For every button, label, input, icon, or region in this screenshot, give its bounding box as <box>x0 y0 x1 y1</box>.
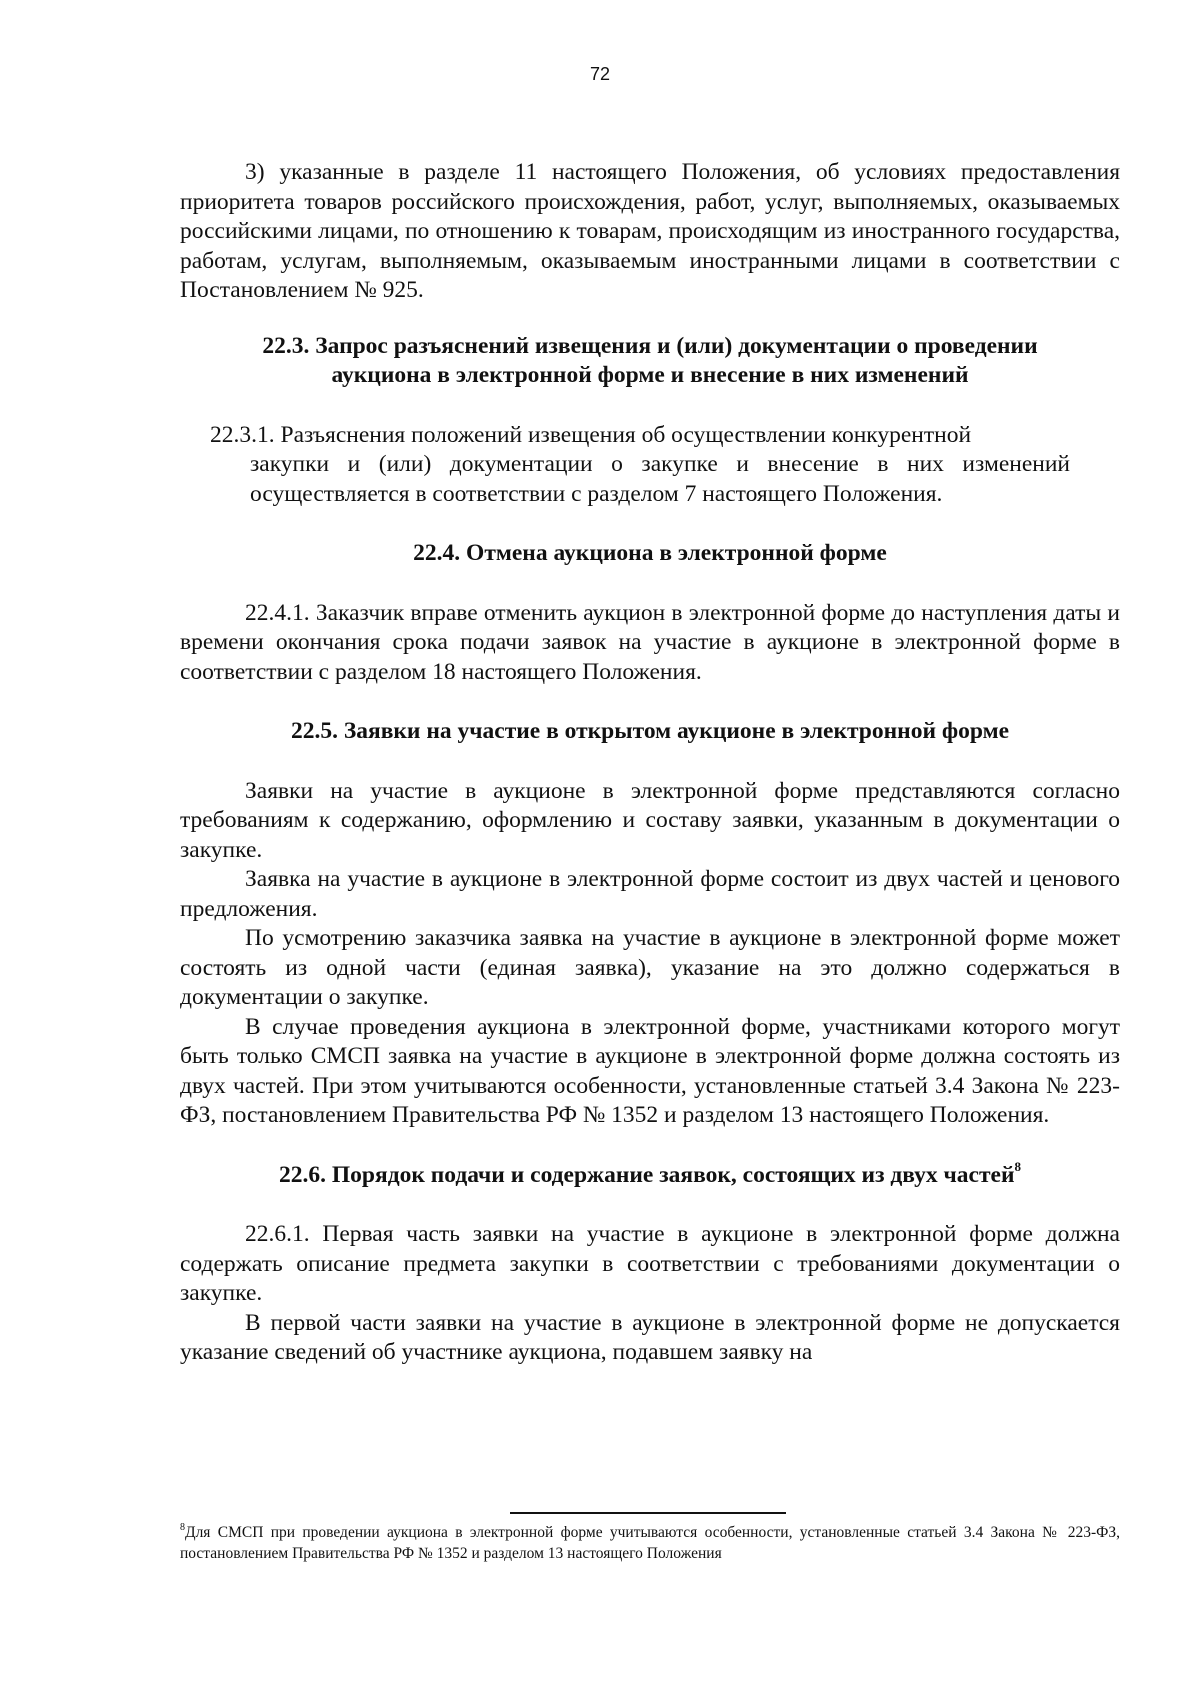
section-22-4-1-paragraph: 22.4.1. Заказчик вправе отменить аукцион в электронной форме до наступления даты и времени окончания срока подачи заявок на участие в аукционе в электронной форме в соответствии с разделом 18 настоящего Положения. <box>180 599 1120 685</box>
section-22-5-paragraph-2: Заявка на участие в аукционе в электронной форме состоит из двух частей и ценового предложения. <box>180 866 1120 922</box>
section-22-5-paragraph-1: Заявки на участие в аукционе в электронной форме представляются согласно требованиям к содержанию, оформлению и составу заявки, указанным в документации о закупке. <box>180 777 1120 863</box>
paragraph-item-3: 3) указанные в разделе 11 настоящего Положения, об условиях предоставления приоритета товаров российского происхождения, работ, услуг, выполняемых, оказываемых российскими лицами, по отношению к товарам, происходящим из иностранного государства, работам, услугам, выполняемым, оказываемым иностранными лицами в соответствии с Постановлением № 925. <box>180 159 1120 303</box>
section-22-5 <box>180 717 1120 1131</box>
page-body <box>180 158 1120 1368</box>
section-22-3-title-line1: 22.3. Запрос разъяснений извещения и (или) документации о проведении <box>262 332 1038 359</box>
page-number: 72 <box>589 64 611 84</box>
section-22-3-title-line2: аукциона в электронной форме и внесение в них изменений <box>331 362 969 388</box>
section-22-3-1-rest: закупки и (или) документации о закупке и внесение в них изменений осуществляется в соответствии с разделом 7 настоящего Положения. <box>250 451 1070 507</box>
section-22-6-title-text: 22.6. Порядок подачи и содержание заявок, состоящих из двух частей <box>279 1161 1015 1188</box>
section-22-6-1-paragraph: 22.6.1. Первая часть заявки на участие в аукционе в электронной форме должна содержать описание предмета закупки в соответствии с требованиями документации о закупке. <box>180 1221 1120 1306</box>
section-22-5-paragraph-3: По усмотрению заказчика заявка на участие в аукционе в электронной форме может состоять из одной части (единая заявка), указание на это должно содержаться в документации о закупке. <box>180 925 1120 1010</box>
section-22-3 <box>180 332 1120 510</box>
section-22-5-paragraph-4: В случае проведения аукциона в электронной форме, участниками которого могут быть только СМСП заявка на участие в аукционе в электронной форме должна состоять из двух частей. При этом учитываются особенности, установленные статьей 3.4 Закона № 223-ФЗ, постановлением Правительства РФ № 1352 и разделом 13 настоящего Положения. <box>180 1013 1120 1128</box>
section-22-3-1-paragraph <box>180 421 1120 510</box>
footnote-divider <box>510 1512 786 1514</box>
footnote-text: Для СМСП при проведении аукциона в электронной форме учитываются особенности, установленные статьей 3.4 Закона № 223-ФЗ, постановлением Правительства РФ № 1352 и разделом 13 настоящего Положения <box>180 1524 1120 1562</box>
footnote-mark: 8 <box>180 1521 185 1533</box>
section-22-3-1-line1: 22.3.1. Разъяснения положений извещения об осуществлении конкурентной <box>210 421 972 448</box>
section-22-6-title <box>180 1158 1120 1191</box>
section-22-4-title: 22.4. Отмена аукциона в электронной форме <box>413 540 887 566</box>
section-22-6-paragraph-2: В первой части заявки на участие в аукционе в электронной форме не допускается указание сведений об участнике аукциона, подавшем заявку на <box>180 1309 1120 1365</box>
section-22-5-title: 22.5. Заявки на участие в открытом аукционе в электронной форме <box>290 718 1010 744</box>
footnote-reference-mark: 8 <box>1014 1158 1021 1174</box>
footnote <box>180 1522 1120 1564</box>
section-22-4 <box>180 539 1120 687</box>
section-22-6 <box>180 1158 1120 1368</box>
